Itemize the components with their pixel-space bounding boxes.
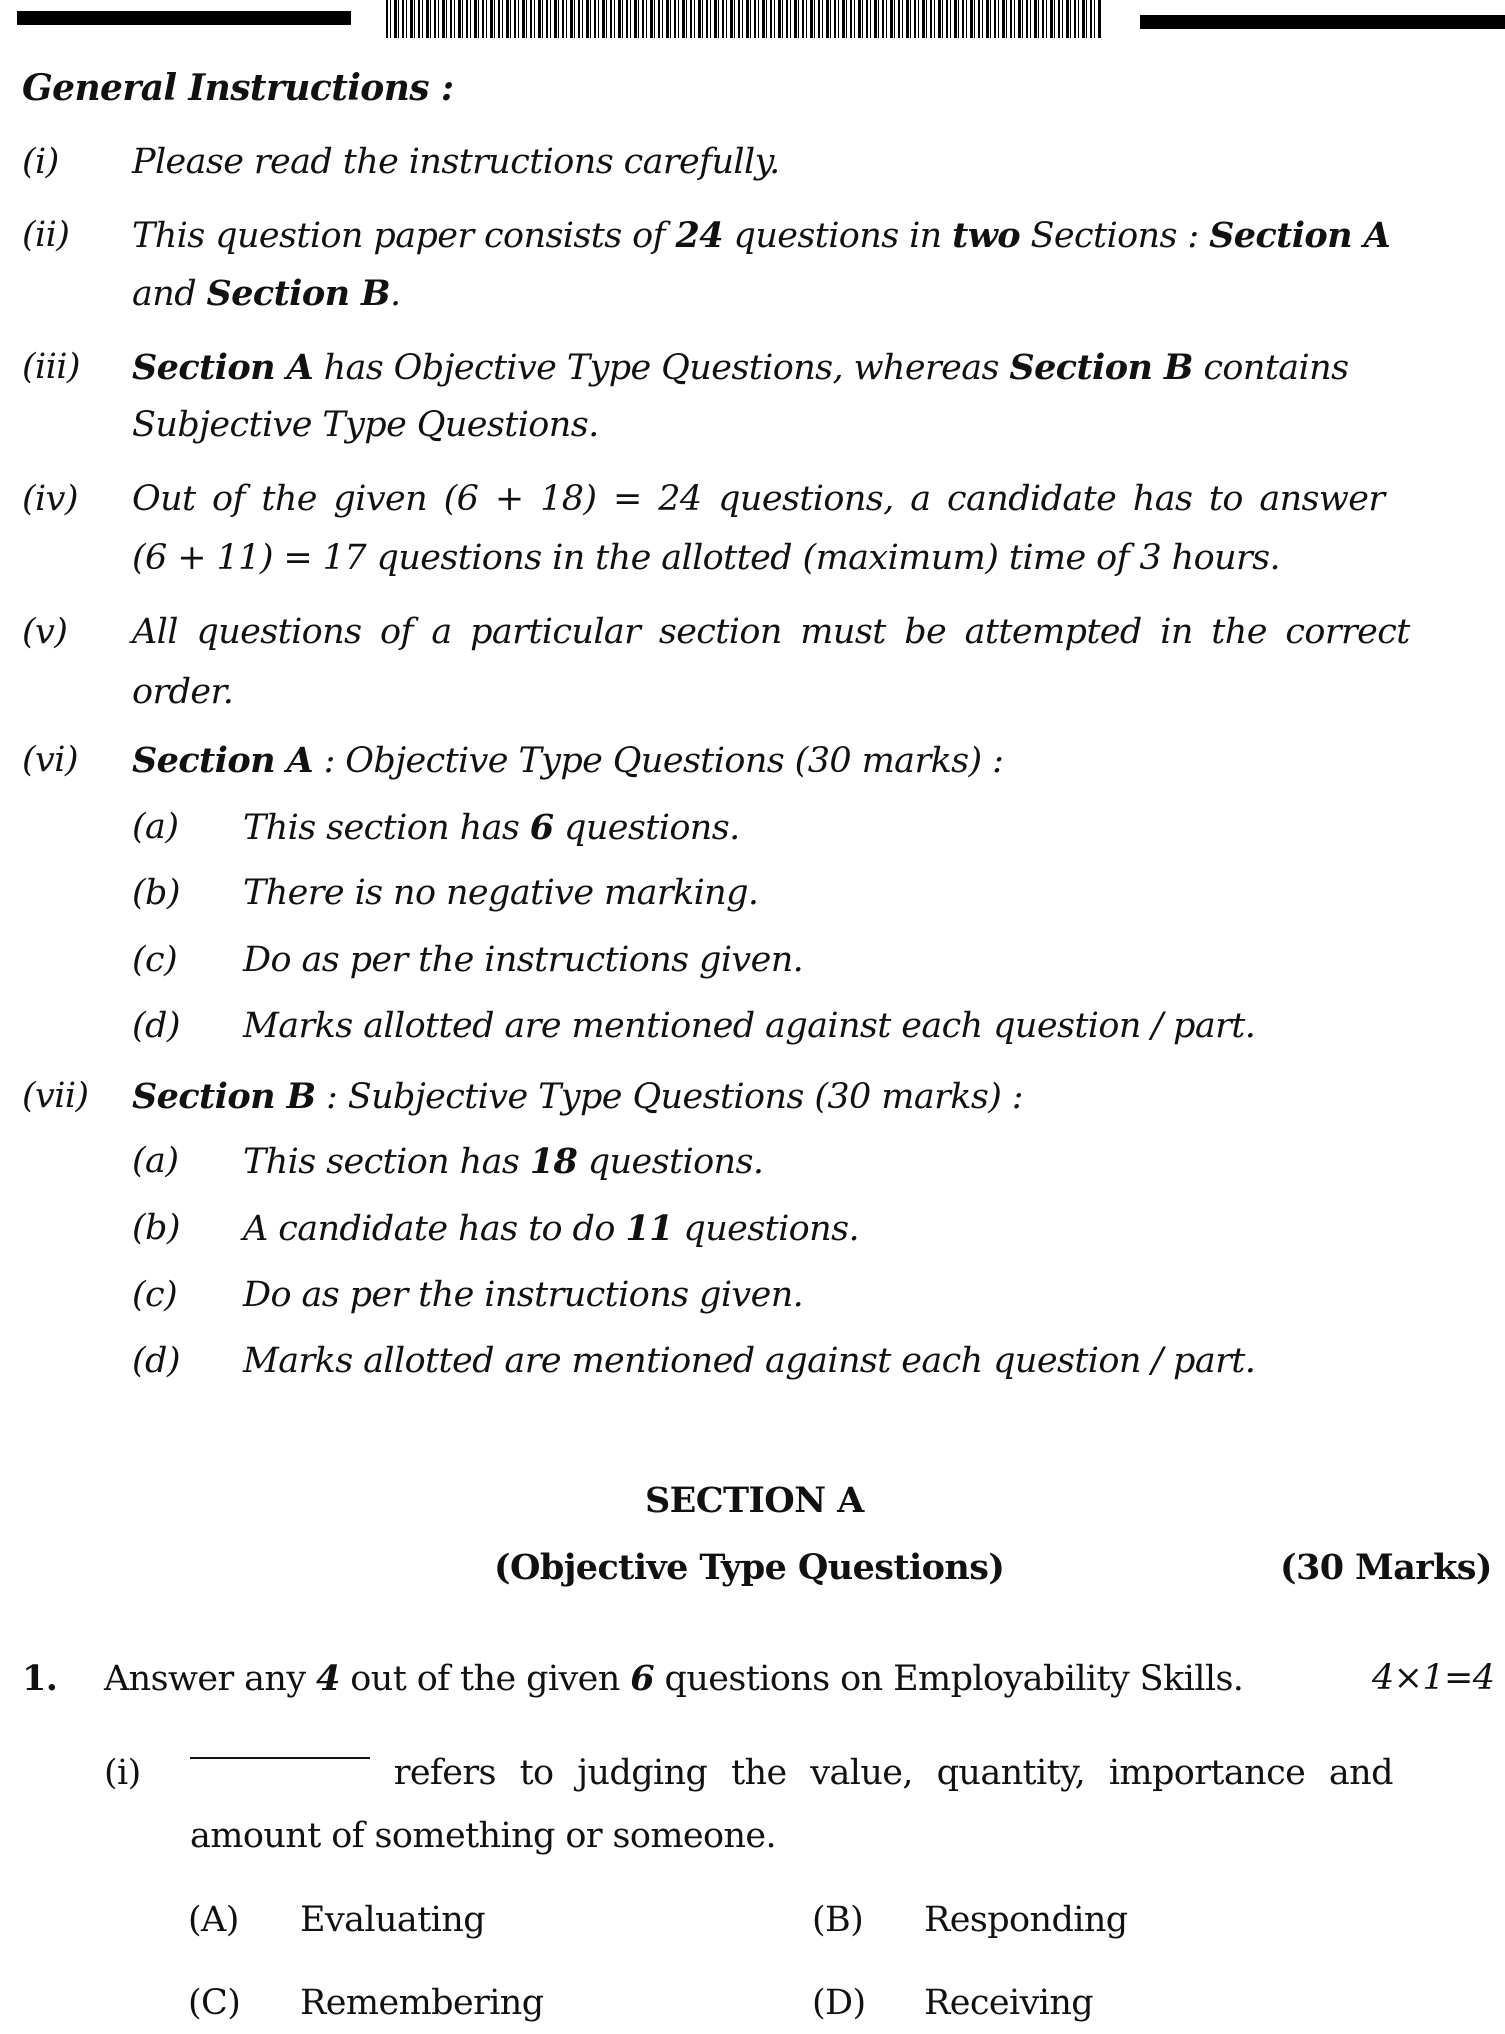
instruction-heading: [132, 1076, 1023, 1117]
instruction-num: (ii): [22, 215, 70, 255]
option-label-d: (D): [812, 1983, 866, 2023]
text: questions.: [553, 808, 740, 848]
sub-text: [243, 1208, 859, 1249]
text: Sections :: [1020, 216, 1210, 256]
option-text-b[interactable]: Responding: [924, 1900, 1128, 1940]
word: judging: [577, 1753, 708, 1793]
instruction-text: All questions of a particular section must be attempted in the correct: [132, 612, 1410, 652]
barcode: [386, 0, 1101, 38]
instruction-text: order.: [132, 672, 234, 712]
question-number: 1.: [22, 1658, 58, 1699]
text: questions.: [672, 1209, 859, 1249]
text: and: [132, 274, 207, 314]
sub-letter: (d): [132, 1006, 180, 1046]
text: 24: [675, 215, 723, 256]
text: Section B: [132, 1076, 316, 1117]
part-text: [190, 1753, 1393, 1793]
sub-text: Do as per the instructions given.: [243, 1275, 804, 1315]
option-label-b: (B): [812, 1900, 864, 1940]
text: This section has: [243, 1142, 530, 1182]
instruction-num: (vi): [22, 740, 78, 780]
sub-letter: (d): [132, 1341, 180, 1381]
text: two: [952, 215, 1020, 256]
instruction-num: (i): [22, 142, 59, 182]
sub-letter: (a): [132, 1141, 179, 1181]
instruction-text: Please read the instructions carefully.: [132, 142, 780, 182]
text: 6: [630, 1658, 655, 1699]
text: Section A: [132, 740, 314, 781]
text: .: [390, 274, 401, 314]
text: A candidate has to do: [243, 1209, 626, 1249]
instruction-text: [132, 347, 1349, 388]
sub-text: [243, 807, 740, 848]
sub-text: Marks allotted are mentioned against each question / part.: [243, 1006, 1256, 1046]
text: Section B: [206, 273, 391, 314]
sub-text: There is no negative marking.: [243, 873, 759, 913]
header-bar-right: [1140, 15, 1505, 29]
answer-blank: [190, 1756, 370, 1759]
sub-text: Marks allotted are mentioned against each question / part.: [243, 1341, 1256, 1381]
word: value,: [810, 1753, 913, 1793]
text: 18: [529, 1141, 578, 1182]
section-title: SECTION A: [645, 1480, 864, 1521]
word: importance: [1108, 1753, 1306, 1793]
part-number: (i): [104, 1753, 141, 1793]
text: 6: [529, 807, 554, 848]
text: has Objective Type Questions, whereas: [313, 348, 1010, 388]
word: to: [519, 1753, 554, 1793]
word: refers: [393, 1753, 496, 1793]
instruction-text: [132, 273, 401, 314]
instruction-num: (iii): [22, 347, 80, 387]
header-bar-left: [17, 11, 351, 25]
section-marks: (30 Marks): [1280, 1547, 1492, 1588]
text: : Objective Type Questions (30 marks) :: [313, 741, 1004, 781]
sub-letter: (c): [132, 1275, 178, 1315]
text: Section B: [1009, 347, 1193, 388]
option-text-c[interactable]: Remembering: [300, 1983, 544, 2023]
text: : Subjective Type Questions (30 marks) :: [315, 1077, 1023, 1117]
question-marks: 4×1=4: [1372, 1658, 1495, 1698]
text: contains: [1192, 348, 1349, 388]
option-label-a: (A): [188, 1900, 239, 1940]
instruction-text: Subjective Type Questions.: [132, 405, 599, 445]
text: This section has: [243, 808, 530, 848]
sub-letter: (a): [132, 807, 179, 847]
text: questions on Employability Skills.: [654, 1659, 1244, 1699]
sub-letter: (b): [132, 1208, 180, 1248]
text: Section A: [1209, 215, 1391, 256]
sub-letter: (c): [132, 940, 178, 980]
sub-letter: (b): [132, 873, 180, 913]
option-text-a[interactable]: Evaluating: [300, 1900, 485, 1940]
text: 4: [316, 1658, 340, 1699]
word: quantity,: [936, 1753, 1086, 1793]
text: out of the given: [339, 1659, 631, 1699]
text: questions.: [577, 1142, 764, 1182]
instruction-num: (v): [22, 612, 68, 652]
sub-text: Do as per the instructions given.: [243, 940, 804, 980]
instruction-text: (6 + 11) = 17 questions in the allotted (maximum) time of 3 hours.: [132, 538, 1281, 578]
option-label-c: (C): [188, 1983, 241, 2023]
text: This question paper consists of: [132, 216, 676, 256]
part-text: amount of something or someone.: [190, 1816, 777, 1856]
word: the: [731, 1753, 787, 1793]
instruction-num: (vii): [22, 1076, 89, 1116]
instruction-text: [132, 215, 1392, 256]
section-subtitle: (Objective Type Questions): [494, 1547, 1005, 1588]
page-title: General Instructions :: [22, 67, 454, 109]
instruction-num: (iv): [22, 479, 78, 519]
text: questions in: [722, 216, 953, 256]
text: Section A: [132, 347, 314, 388]
instruction-heading: [132, 740, 1004, 781]
instruction-text: Out of the given (6 + 18) = 24 questions, a candidate has to answer: [132, 479, 1385, 519]
word: and: [1328, 1753, 1393, 1793]
sub-text: [243, 1141, 764, 1182]
text: Answer any: [104, 1659, 317, 1699]
text: 11: [625, 1208, 673, 1249]
option-text-d[interactable]: Receiving: [924, 1983, 1094, 2023]
question-text: [104, 1658, 1244, 1699]
